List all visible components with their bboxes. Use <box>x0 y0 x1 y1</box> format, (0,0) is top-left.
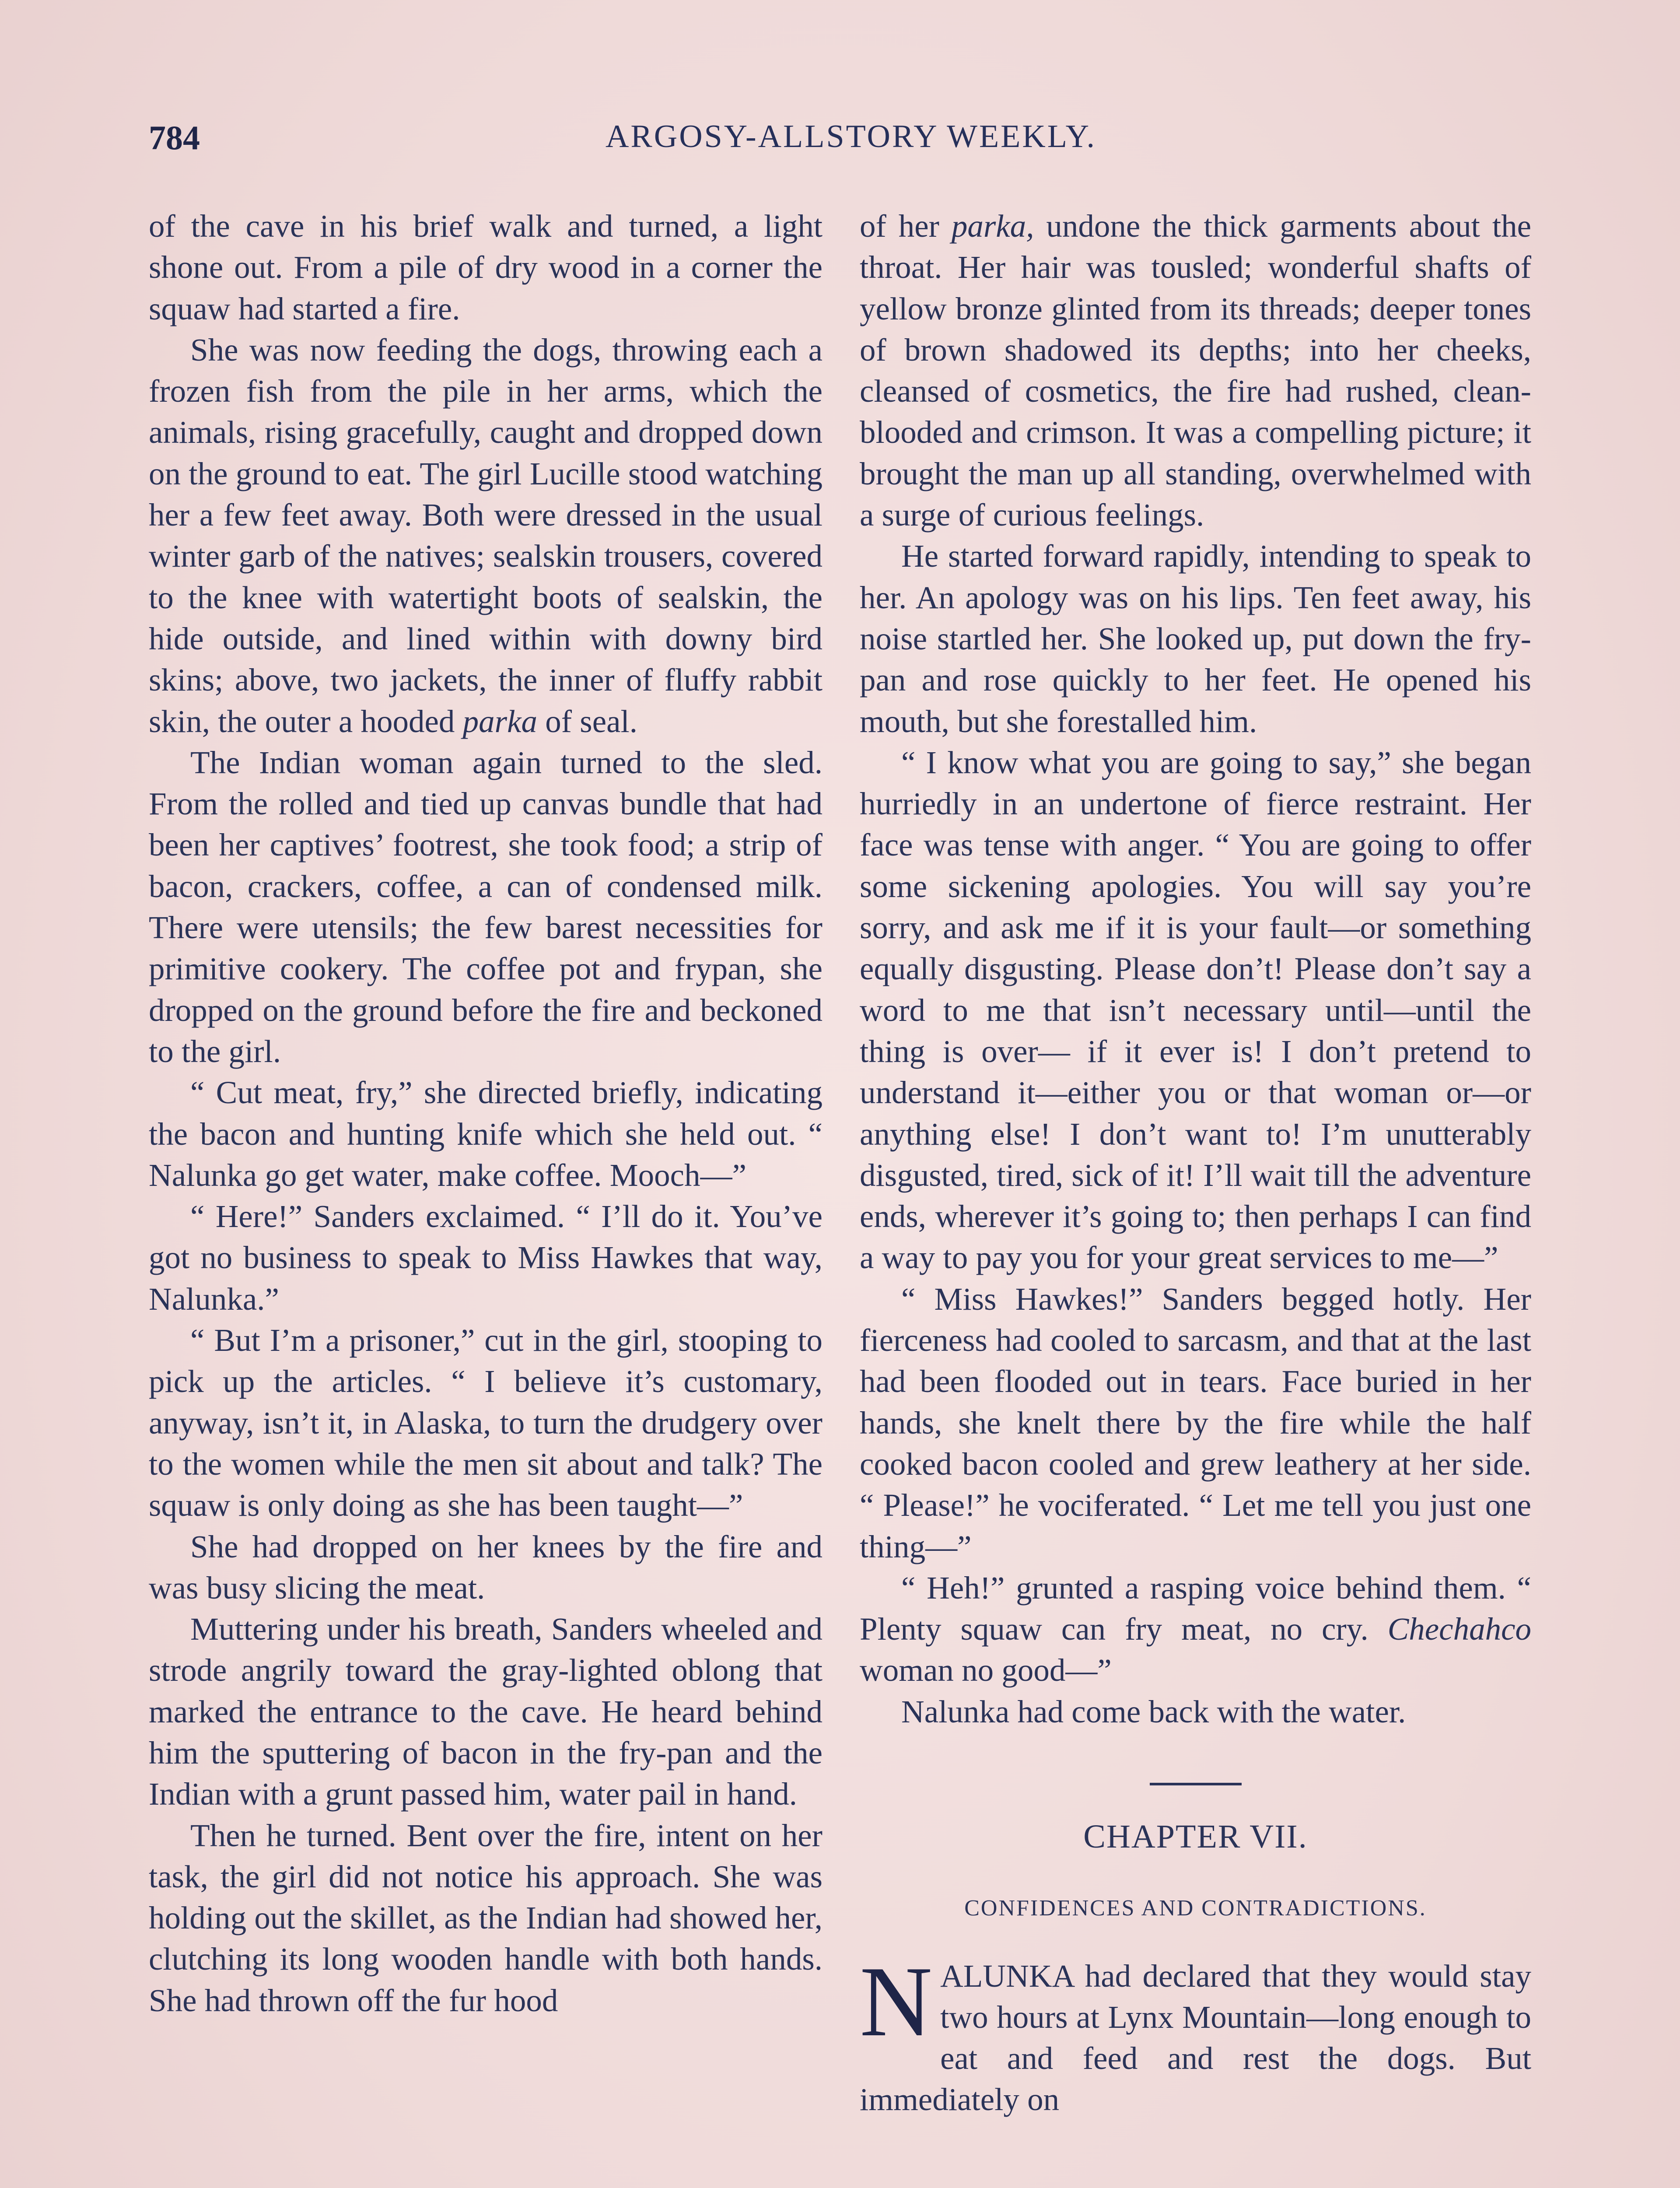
italic-word: Chechahco <box>1387 1611 1531 1647</box>
paragraph-text: of her <box>860 208 939 244</box>
left-column <box>149 206 822 2021</box>
chapter-heading: CHAPTER VII. <box>1083 1818 1308 1855</box>
paragraph: “ I know what you are going to say,” she began hurriedly in an undertone of fierce restraint. Her face was tense with anger. “ You are going to offer some sickening apologies. You will say you’re sorry, and ask me if it is your fault—or something equally disgusting. Please don’t! Please don’t say a word to me that isn’t necessary until—until the thing is over— if it ever is! I don’t pretend to understand it—either you or that woman or—or anything else! I don’t want to! I’m unutterably disgusted, tired, sick of it! I’ll wait till the adventure ends, wherever it’s going to; then perhaps I can find a way to pay you for your great services to me—” <box>860 744 1531 1276</box>
drop-cap: N <box>860 1945 933 2057</box>
paragraph: She had dropped on her knees by the fire and was busy slicing the meat. <box>149 1529 822 1606</box>
paragraph: “ Miss Hawkes!” Sanders begged hotly. Her fierceness had cooled to sarcasm, and that at the last had been flooded out in tears. Face buried in her hands, she knelt there by the fire while the half cooked bacon cooled and grew leathery at her side. “ Please!” he vociferated. “ Let me tell you just one thing—” <box>860 1281 1531 1564</box>
page-header <box>149 118 1553 166</box>
page-number: 784 <box>149 119 200 157</box>
paragraph-text: of seal. <box>545 703 638 739</box>
paragraph <box>149 330 822 742</box>
paragraph <box>860 206 1531 536</box>
italic-word: parka <box>462 703 537 739</box>
paragraph-text: ALUNKA had declared that they would stay two hours at Lynx Mountain—long enough to eat and feed and rest the dogs. But immediately on <box>860 1958 1531 2118</box>
chapter-subtitle: CONFIDENCES AND CONTRADICTIONS. <box>964 1896 1427 1921</box>
section-divider <box>1150 1783 1242 1785</box>
paragraph-text: undone the thick garments about the throat. Her hair was tousled; wonderful shafts of yellow bronze glinted from its threads; deeper tones of brown shadowed its depths; into her cheeks, cleansed of cosmetics, the fire had rushed, clean-blooded and crimson. It was a compelling picture; it brought the man up all standing, overwhelmed with a surge of curious feelings. <box>860 208 1532 533</box>
italic-word: parka, <box>951 208 1034 244</box>
paragraph: The Indian woman again turned to the sled. From the rolled and tied up canvas bundle that had been her captives’ footrest, she took food; a strip of bacon, crackers, coffee, a can of condensed milk. There were utensils; the few barest necessities for primitive cookery. The coffee pot and frypan, she dropped on the ground before the fire and beckoned to the girl. <box>149 744 822 1069</box>
paragraph: “ But I’m a prisoner,” cut in the girl, stooping to pick up the articles. “ I believe it’s customary, anyway, isn’t it, in Alaska, to turn the drudgery over to the women while the men sit about and talk? The squaw is only doing as she has been taught—” <box>149 1322 822 1523</box>
paragraph: of the cave in his brief walk and turned, a light shone out. From a pile of dry wood in a corner the squaw had started a fire. <box>149 208 822 326</box>
paragraph: “ Here!” Sanders exclaimed. “ I’ll do it. You’ve got no business to speak to Miss Hawkes that way, Nalunka.” <box>149 1199 822 1317</box>
paragraph-text: “ Heh!” grunted a rasping voice behind them. “ Plenty squaw can fry meat, no cry. <box>860 1570 1531 1647</box>
paragraph: “ Cut meat, fry,” she directed briefly, indicating the bacon and hunting knife which she held out. “ Nalunka go get water, make coffee. Mooch—” <box>149 1075 822 1193</box>
paragraph: Then he turned. Bent over the fire, intent on her task, the girl did not notice his approach. She was holding out the skillet, as the Indian had showed her, clutching its long wooden handle with both hands. She had thrown off the fur hood <box>149 1817 822 2018</box>
paragraph: He started forward rapidly, intending to speak to her. An apology was on his lips. Ten feet away, his noise startled her. She looked up, put down the fry-pan and rose quickly to her feet. He opened his mouth, but she forestalled him. <box>860 538 1531 739</box>
paragraph <box>860 1567 1531 1691</box>
paragraph: Muttering under his breath, Sanders wheeled and strode angrily toward the gray-lighted oblong that marked the entrance to the cave. He heard behind him the sputtering of bacon in the fry-pan and the Indian with a grunt passed him, water pail in hand. <box>149 1611 822 1812</box>
chapter-opening-paragraph <box>860 1945 1531 2121</box>
paragraph-text: woman no good—” <box>860 1652 1112 1688</box>
right-column <box>860 206 1531 2121</box>
running-title: ARGOSY-ALLSTORY WEEKLY. <box>605 119 1097 154</box>
paragraph: Nalunka had come back with the water. <box>901 1694 1406 1729</box>
paragraph-text: She was now feeding the dogs, throwing each a frozen fish from the pile in her arms, which the animals, rising gracefully, caught and dropped down on the ground to eat. The girl Lucille stood watching her a few feet away. Both were dressed in the usual winter garb of the natives; sealskin trousers, covered to the knee with watertight boots of sealskin, the hide outside, and lined within with downy bird skins; above, two jackets, the inner of fluffy rabbit skin, the outer a hooded <box>149 332 822 739</box>
